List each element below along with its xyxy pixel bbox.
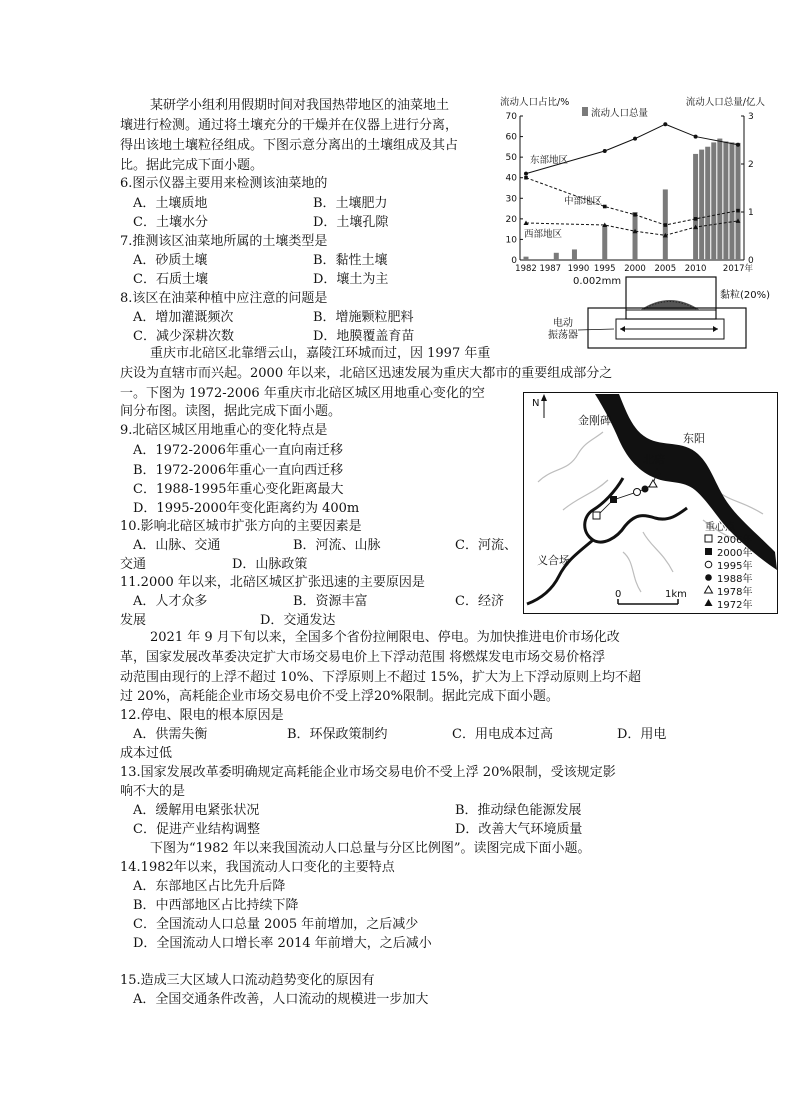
- centroid-2000: [610, 496, 617, 503]
- x-tick-label: 2017年: [722, 264, 754, 274]
- map-legend-title: 重心点: [705, 522, 735, 533]
- right-tick-label: 3: [748, 112, 754, 122]
- shaker-base: [588, 308, 746, 348]
- legend-2006: 2006年: [717, 535, 753, 546]
- q10-option-c[interactable]: C．河流、: [455, 538, 517, 553]
- intro1-line3: 得出该地土壤粒径组成。下图示意分离出的土壤组成及其占: [120, 138, 459, 153]
- q11-option-c-cont: 发展: [120, 613, 147, 628]
- q8-stem: 8.该区在油菜种植中应注意的问题是: [120, 291, 328, 306]
- q14-option-c[interactable]: C．全国流动人口总量 2005 年前增加，之后减少: [133, 917, 419, 932]
- map-scale-1km: 1km: [665, 589, 687, 600]
- bar-2011: [699, 150, 704, 260]
- q10-option-b[interactable]: B．河流、山脉: [293, 538, 381, 553]
- q14-option-a[interactable]: A．东部地区占比先升后降: [133, 879, 286, 894]
- q10-option-d[interactable]: D．山脉政策: [232, 557, 308, 572]
- q10-stem: 10.影响北碚区城市扩张方向的主要因素是: [120, 519, 362, 534]
- q13-stem-line2: 响不大的是: [120, 784, 186, 799]
- q9-option-d[interactable]: D．1995-2000年变化距离约为 400m: [133, 501, 360, 516]
- left-tick-label: 30: [505, 194, 517, 205]
- x-tick-label: 1995: [593, 264, 616, 274]
- q8-option-d[interactable]: D．地膜覆盖育苗: [313, 329, 415, 344]
- point-central-2005: [664, 223, 668, 227]
- right-tick-label: 2: [748, 160, 754, 170]
- q8-option-b[interactable]: B．增施颗粒肥料: [313, 310, 414, 325]
- legend-1988: 1988年: [717, 574, 753, 585]
- left-tick-label: 70: [505, 112, 517, 122]
- map-north-label: N: [532, 398, 540, 409]
- x-tick-label: 2000: [624, 264, 646, 274]
- q11-option-b[interactable]: B．资源丰富: [293, 594, 368, 609]
- q12-stem: 12.停电、限电的根本原因是: [120, 708, 284, 723]
- bar-2017: [736, 143, 741, 260]
- q7-stem: 7.推测该区油菜地所属的土壤类型是: [120, 234, 328, 249]
- intro2-line1: 重庆市北碚区北靠缙云山，嘉陵江环城而过，因 1997 年重: [150, 346, 491, 361]
- q8-option-c[interactable]: C．减少深耕次数: [133, 329, 234, 344]
- q6-stem: 6.图示仪器主要用来检测该油菜地的: [120, 176, 328, 191]
- x-tick-label: 2010: [684, 264, 707, 274]
- point-east-1995: [603, 149, 607, 153]
- q11-option-c[interactable]: C．经济: [455, 594, 504, 609]
- right-tick-label: 1: [748, 208, 754, 218]
- q6-option-d[interactable]: D．土壤孔隙: [313, 215, 389, 230]
- population-chart: [500, 94, 765, 280]
- point-central-2000: [633, 213, 637, 217]
- point-east-2017: [736, 143, 740, 147]
- intro1-line4: 比。据此完成下面小题。: [120, 158, 264, 173]
- q13-option-c[interactable]: C．促进产业结构调整: [133, 822, 260, 837]
- intro1-line2: 壤进行检测。通过将土壤充分的干燥并在仪器上进行分离，: [120, 118, 459, 133]
- bar-1987: [554, 253, 559, 260]
- bar-2014: [717, 139, 722, 260]
- centroid-1995: [634, 489, 641, 496]
- bar-2013: [711, 142, 716, 260]
- q12-option-d-cont: 成本过低: [120, 746, 173, 761]
- q14-option-d[interactable]: D．全国流动人口增长率 2014 年前增大，之后减小: [133, 936, 432, 951]
- centroid-2006: [593, 512, 600, 519]
- q7-option-b[interactable]: B．黏性土壤: [313, 253, 388, 268]
- point-central-1995: [603, 205, 607, 209]
- right-tick-label: 0: [748, 256, 754, 266]
- q13-option-a[interactable]: A．缓解用电紧张状况: [133, 803, 260, 818]
- legend-2000: 2000年: [717, 548, 753, 559]
- legend-1972: 1972年: [717, 600, 753, 611]
- intro1-line1: 某研学小组利用假期时间对我国热带地区的油菜地土: [150, 98, 450, 113]
- q9-option-c[interactable]: C．1988-1995年重心变化距离最大: [133, 482, 344, 497]
- x-tick-label: 1990: [567, 264, 590, 274]
- point-central-2010: [694, 217, 698, 221]
- map-place-yihechang: 义合场: [537, 554, 570, 567]
- intro3-line1: 2021 年 9 月下旬以来，全国多个省份拉闸限电、停电。为加快推进电价市场化改: [150, 630, 620, 645]
- q13-option-b[interactable]: B．推动绿色能源发展: [455, 803, 582, 818]
- q6-option-b[interactable]: B．土壤肥力: [313, 196, 388, 211]
- series-label-central: 中部地区: [564, 196, 603, 207]
- point-east-2005: [663, 122, 667, 126]
- map-place-jingangbei: 金刚碑: [578, 414, 611, 427]
- map-scale-0: 0: [615, 589, 622, 600]
- q7-option-a[interactable]: A．砂质土壤: [133, 253, 208, 268]
- intro2-line2: 庆设为直辖市而兴起。2000 年以来，北碚区迅速发展为重庆大都市的重要组成部分之: [120, 366, 613, 381]
- q11-option-a[interactable]: A．人才众多: [133, 594, 208, 609]
- left-tick-label: 0: [511, 256, 517, 266]
- bar-2010: [693, 154, 698, 260]
- q14-stem: 14.1982年以来，我国流动人口变化的主要特点: [120, 860, 395, 875]
- left-tick-label: 60: [505, 132, 517, 143]
- q14-option-b[interactable]: B．中西部地区占比持续下降: [133, 898, 299, 913]
- intro3-line3: 动范围由现行的上浮不超过 10%、下浮原则上不超过 15%，扩大为上下浮动原则上均不超: [120, 670, 642, 685]
- bar-1995: [602, 226, 607, 260]
- q9-stem: 9.北碚区城区用地重心的变化特点是: [120, 423, 328, 438]
- q12-option-b[interactable]: B．环保政策制约: [287, 727, 388, 742]
- intro3-line2: 革，国家发展改革委决定扩大市场交易电价上下浮动范围 将燃煤发电市场交易价格浮: [120, 650, 606, 665]
- map-place-beibei: 北碚: [643, 453, 665, 466]
- bar-2000: [633, 212, 638, 260]
- legend-1995: 1995年: [717, 561, 753, 572]
- x-tick-label: 1987: [539, 264, 562, 274]
- centroid-1988: [642, 486, 649, 493]
- q13-option-d[interactable]: D．改善大气环境质量: [455, 822, 583, 837]
- q15-option-a[interactable]: A．全国交通条件改善，人口流动的规模进一步加大: [133, 992, 429, 1007]
- chart-ylabel-left: 流动人口占比/%: [500, 97, 570, 108]
- soil-sieve: [626, 277, 716, 319]
- point-east-1982: [524, 172, 528, 176]
- q10-option-c-cont: 交通: [120, 557, 147, 572]
- bar-1990: [572, 249, 577, 260]
- intro2-line4: 间分布图。读图，据此完成下面小题。: [120, 404, 342, 419]
- left-tick-label: 50: [505, 153, 517, 164]
- q11-stem: 11.2000 年以来，北碚区城区扩张迅速的主要原因是: [120, 575, 425, 590]
- series-label-east: 东部地区: [530, 155, 569, 166]
- chart-legend-swatch: [582, 107, 588, 116]
- q6-option-c[interactable]: C．土壤水分: [133, 215, 208, 230]
- point-central-1982: [524, 176, 528, 180]
- q13-stem-line1: 13.国家发展改革委明确规定高耗能企业市场交易电价不受上浮 20%限制，受该规定影: [120, 765, 616, 780]
- bar-2015: [723, 141, 728, 260]
- soil-label-top: 0.002mm: [573, 276, 622, 287]
- q7-option-c[interactable]: C．石质土壤: [133, 272, 208, 287]
- intro3-line4: 过 20%，高耗能企业市场交易电价不受上浮20%限制。据此完成下面小题。: [120, 689, 559, 704]
- q6-option-a[interactable]: A．土壤质地: [133, 196, 208, 211]
- point-east-2000: [633, 137, 637, 141]
- shaker-label-line1: 电动: [553, 318, 573, 329]
- soil-apparatus: [548, 274, 771, 354]
- left-tick-label: 40: [505, 173, 517, 184]
- bar-2012: [705, 147, 710, 260]
- map-place-dongyang: 东阳: [683, 432, 705, 445]
- q12-option-a[interactable]: A．供需失衡: [133, 727, 208, 742]
- chart-legend-label: 流动人口总量: [591, 108, 649, 119]
- bar-2016: [729, 142, 734, 260]
- x-tick-label: 1982: [515, 264, 537, 274]
- bar-1982: [524, 257, 529, 260]
- beibei-map: [523, 392, 778, 614]
- q10-option-a[interactable]: A．山脉、交通: [133, 538, 221, 553]
- q7-option-d[interactable]: D．壤土为主: [313, 272, 389, 287]
- shaker-label-line2: 振荡器: [548, 330, 578, 341]
- q15-stem: 15.造成三大区域人口流动趋势变化的原因有: [120, 973, 375, 988]
- q12-option-c[interactable]: C．用电成本过高: [452, 727, 553, 742]
- series-label-west: 西部地区: [524, 229, 563, 240]
- intro2-line3: 一。下图为 1972-2006 年重庆市北碚区城区用地重心变化的空: [120, 386, 485, 401]
- point-central-2017: [736, 209, 740, 213]
- chart-ylabel-right: 流动人口总量/亿人: [685, 97, 765, 108]
- q11-option-d[interactable]: D．交通发达: [260, 613, 336, 628]
- q12-option-d[interactable]: D．用电: [617, 727, 667, 742]
- left-tick-label: 20: [505, 214, 517, 225]
- q8-option-a[interactable]: A．增加灌溉频次: [133, 310, 234, 325]
- x-tick-label: 2005: [654, 264, 677, 274]
- q9-option-b[interactable]: B．1972-2006年重心一直向西迁移: [133, 463, 344, 478]
- legend-1978: 1978年: [717, 587, 753, 598]
- left-tick-label: 10: [505, 235, 517, 246]
- soil-label-clay: 黏粒(20%): [720, 290, 771, 301]
- point-east-2010: [694, 135, 698, 139]
- intro4: 下图为“1982 年以来我国流动人口总量与分区比例图”。读图完成下面小题。: [150, 841, 591, 856]
- q9-option-a[interactable]: A．1972-2006年重心一直向南迁移: [133, 443, 343, 458]
